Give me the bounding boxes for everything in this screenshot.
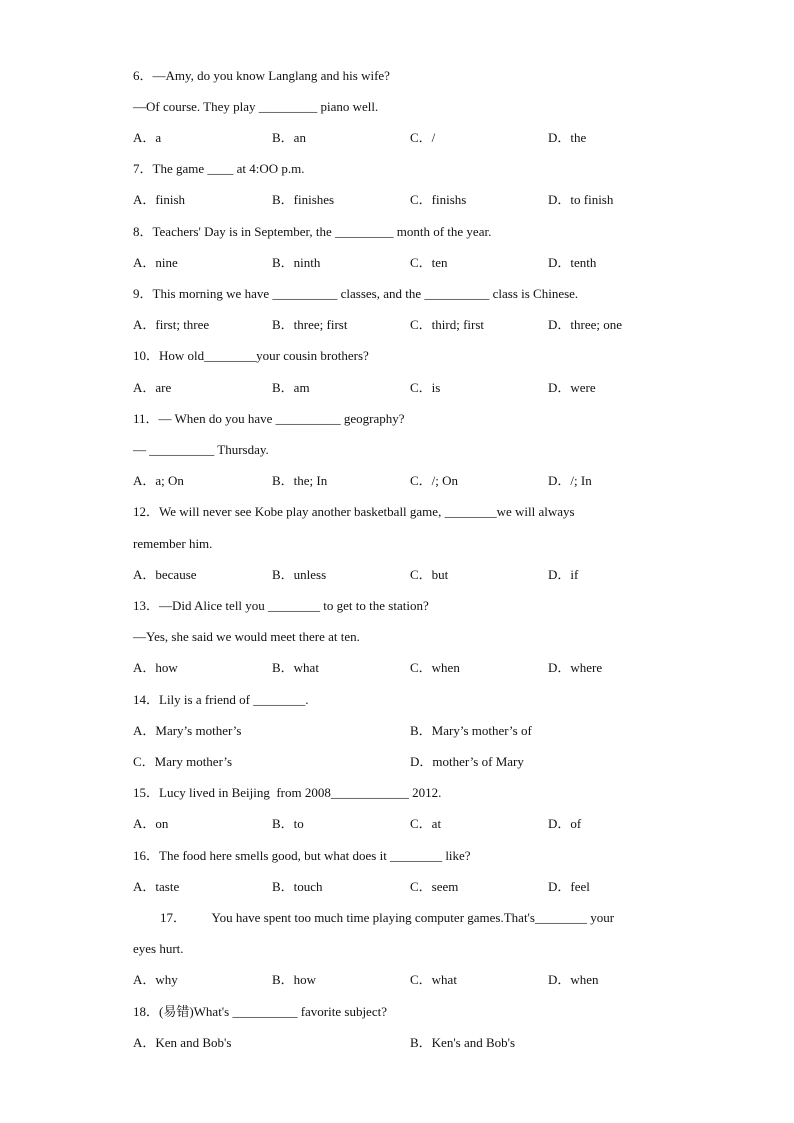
question-7-stem: 7．The game ____ at 4:OO p.m. (133, 161, 305, 176)
question-9-option-a: A．first; three (133, 317, 210, 332)
question-17-option-d: D．when (548, 972, 599, 987)
question-10-option-c: C．is (410, 380, 441, 395)
question-12-stem-line-1: 12．We will never see Kobe play another basketball game, ________we will always (133, 504, 575, 519)
question-9-option-d: D．three; one (548, 317, 623, 332)
question-17-option-c: C．what (410, 972, 457, 987)
question-8-stem: 8．Teachers' Day is in September, the _________ month of the year. (133, 224, 492, 239)
question-15-option-a: A．on (133, 816, 169, 831)
question-7-option-b: B．finishes (272, 192, 335, 207)
question-6-stem-line-1: 6．—Amy, do you know Langlang and his wife? (133, 68, 390, 83)
question-8-option-d: D．tenth (548, 255, 597, 270)
question-10-option-a: A．are (133, 380, 172, 395)
question-17-option-a: A．why (133, 972, 178, 987)
question-9-option-c: C．third; first (410, 317, 485, 332)
question-10-stem: 10．How old________your cousin brothers? (133, 348, 369, 363)
question-11-option-a: A．a; On (133, 473, 184, 488)
question-15-option-c: C．at (410, 816, 442, 831)
question-10-option-d: D．were (548, 380, 596, 395)
question-18-stem: 18．(易错)What's __________ favorite subject? (133, 1004, 387, 1019)
question-9-stem: 9．This morning we have __________ classes, and the __________ class is Chinese. (133, 286, 579, 301)
question-8-option-c: C．ten (410, 255, 448, 270)
question-12-stem-line-2: remember him. (133, 536, 213, 551)
question-11-stem-line-2: — __________ Thursday. (133, 442, 269, 457)
question-18-option-a: A．Ken and Bob's (133, 1035, 232, 1050)
question-12-option-a: A．because (133, 567, 197, 582)
question-14-option-c: C．Mary mother’s (133, 754, 233, 769)
question-13-stem-line-2: —Yes, she said we would meet there at ten. (133, 629, 360, 644)
question-17-option-b: B．how (272, 972, 317, 987)
question-11-option-d: D．/; In (548, 473, 592, 488)
question-16-option-d: D．feel (548, 879, 590, 894)
question-7-option-c: C．finishs (410, 192, 467, 207)
question-11-option-c: C．/; On (410, 473, 459, 488)
question-16-option-a: A．taste (133, 879, 180, 894)
question-15-option-d: D．of (548, 816, 582, 831)
question-14-stem: 14．Lily is a friend of ________. (133, 692, 309, 707)
question-13-option-d: D．where (548, 660, 603, 675)
question-13-option-c: C．when (410, 660, 460, 675)
question-8-option-b: B．ninth (272, 255, 321, 270)
question-16-option-c: C．seem (410, 879, 459, 894)
question-11-stem-line-1: 11．— When do you have __________ geography? (133, 411, 405, 426)
question-7-option-a: A．finish (133, 192, 186, 207)
question-14-option-d: D．mother’s of Mary (410, 754, 524, 769)
question-6-option-d: D．the (548, 130, 587, 145)
question-12-option-d: D．if (548, 567, 579, 582)
question-11-option-b: B．the; In (272, 473, 328, 488)
question-14-option-b: B．Mary’s mother’s of (410, 723, 532, 738)
question-9-option-b: B．three; first (272, 317, 348, 332)
question-7-option-d: D．to finish (548, 192, 614, 207)
question-18-option-b: B．Ken's and Bob's (410, 1035, 516, 1050)
question-15-option-b: B．to (272, 816, 304, 831)
question-16-stem: 16．The food here smells good, but what does it ________ like? (133, 848, 471, 863)
question-15-stem: 15．Lucy lived in Beijing from 2008____________ 2012. (133, 785, 442, 800)
question-6-option-c: C．/ (410, 130, 436, 145)
question-17-stem-line-1: 17． You have spent too much time playing computer games.That's________ your (160, 910, 615, 925)
question-6-option-a: A．a (133, 130, 162, 145)
question-17-stem-line-2: eyes hurt. (133, 941, 184, 956)
question-6-stem-line-2: —Of course. They play _________ piano well. (133, 99, 379, 114)
question-14-option-a: A．Mary’s mother’s (133, 723, 242, 738)
question-13-option-b: B．what (272, 660, 319, 675)
question-6-option-b: B．an (272, 130, 306, 145)
question-13-stem-line-1: 13．—Did Alice tell you ________ to get to the station? (133, 598, 429, 613)
question-10-option-b: B．am (272, 380, 310, 395)
question-12-option-c: C．but (410, 567, 449, 582)
question-12-option-b: B．unless (272, 567, 327, 582)
question-13-option-a: A．how (133, 660, 178, 675)
question-16-option-b: B．touch (272, 879, 323, 894)
question-8-option-a: A．nine (133, 255, 178, 270)
